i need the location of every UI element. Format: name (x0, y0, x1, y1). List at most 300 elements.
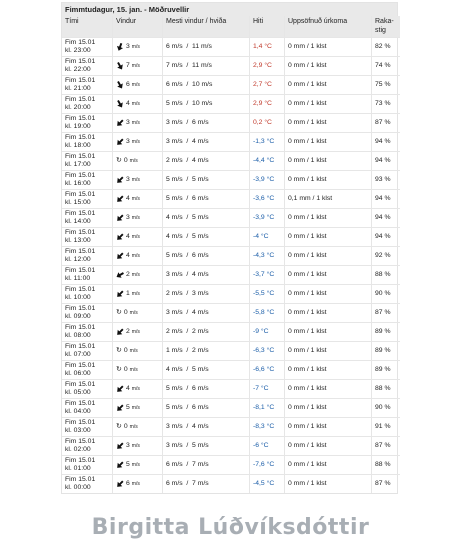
cell-wind (113, 247, 163, 266)
time-hour: kl. 09:00 (65, 313, 91, 320)
cell-humidity: 82 % (372, 38, 401, 57)
cell-temperature: -7 °C (250, 380, 285, 399)
cell-temperature: 2,9 °C (250, 57, 285, 76)
cell-precipitation: 0 mm / 1 klst (285, 228, 372, 247)
cell-precipitation: 0 mm / 1 klst (285, 380, 372, 399)
cell-wind (113, 38, 163, 57)
wind-unit: m/s (131, 252, 140, 259)
cell-humidity: 92 % (372, 247, 401, 266)
wind-speed: 4 (126, 384, 130, 392)
cell-wind (113, 190, 163, 209)
cell-gust: 6 m/s / 10 m/s (163, 76, 250, 95)
cell-time (62, 304, 113, 323)
time-date: Fim 15.01 (65, 323, 96, 331)
calm-wind-icon: ↻ (116, 422, 122, 430)
cell-humidity: 89 % (372, 323, 401, 342)
cell-gust: 3 m/s / 6 m/s (163, 114, 250, 133)
cell-temperature: -1,3 °C (250, 133, 285, 152)
time-date: Fim 15.01 (65, 133, 96, 141)
cell-humidity: 94 % (372, 209, 401, 228)
time-hour: kl. 17:00 (65, 161, 91, 168)
cell-humidity: 94 % (372, 152, 401, 171)
cell-precipitation: 0 mm / 1 klst (285, 76, 372, 95)
table-row (62, 285, 400, 304)
wind-speed: 4 (126, 251, 130, 259)
cell-gust: 5 m/s / 5 m/s (163, 171, 250, 190)
cell-humidity: 88 % (372, 380, 401, 399)
table-row (62, 209, 400, 228)
cell-wind (113, 95, 163, 114)
wind-speed: 3 (126, 118, 130, 126)
wind-direction-arrow-icon (116, 480, 124, 488)
table-row (62, 228, 400, 247)
cell-gust: 4 m/s / 5 m/s (163, 361, 250, 380)
wind-speed: 0 (123, 346, 128, 354)
cell-gust: 4 m/s / 5 m/s (163, 228, 250, 247)
wind-unit: m/s (131, 404, 140, 411)
cell-time (62, 38, 113, 57)
time-hour: kl. 07:00 (65, 351, 91, 358)
wind-direction-arrow-icon (116, 252, 124, 260)
wind-direction-arrow-icon (116, 81, 124, 89)
wind-unit: m/s (131, 100, 140, 107)
wind-unit: m/s (131, 385, 140, 392)
cell-temperature: -8,3 °C (250, 418, 285, 437)
time-date: Fim 15.01 (65, 475, 96, 483)
table-row (62, 266, 400, 285)
wind-speed: 0 (123, 422, 128, 430)
cell-gust: 2 m/s / 2 m/s (163, 323, 250, 342)
cell-time (62, 57, 113, 76)
cell-temperature: -3,9 °C (250, 209, 285, 228)
wind-speed: 5 (126, 460, 130, 468)
time-hour: kl. 20:00 (65, 104, 91, 111)
wind-speed: 6 (126, 479, 130, 487)
wind-unit: m/s (131, 480, 140, 487)
cell-wind (113, 418, 163, 437)
wind-unit: m/s (131, 214, 140, 221)
wind-speed: 4 (126, 232, 130, 240)
wind-unit: m/s (129, 157, 138, 164)
cell-precipitation: 0 mm / 1 klst (285, 304, 372, 323)
wind-speed: 3 (126, 213, 130, 221)
cell-time (62, 342, 113, 361)
wind-direction-arrow-icon (116, 290, 124, 298)
wind-speed: 5 (126, 403, 130, 411)
cell-gust: 3 m/s / 5 m/s (163, 437, 250, 456)
cell-humidity: 88 % (372, 266, 401, 285)
cell-gust: 5 m/s / 6 m/s (163, 247, 250, 266)
wind-unit: m/s (129, 366, 138, 373)
cell-time (62, 456, 113, 475)
cell-temperature: -4,3 °C (250, 247, 285, 266)
wind-unit: m/s (131, 290, 140, 297)
wind-direction-arrow-icon (116, 233, 124, 241)
wind-unit: m/s (131, 328, 140, 335)
wind-unit: m/s (129, 309, 138, 316)
wind-speed: 6 (126, 80, 130, 88)
wind-direction-arrow-icon (116, 138, 124, 146)
time-hour: kl. 22:00 (65, 66, 91, 73)
cell-temperature: -6 °C (250, 437, 285, 456)
wind-direction-arrow-icon (116, 43, 124, 51)
cell-wind (113, 228, 163, 247)
cell-temperature: -5,8 °C (250, 304, 285, 323)
cell-wind (113, 209, 163, 228)
cell-precipitation: 0 mm / 1 klst (285, 171, 372, 190)
time-date: Fim 15.01 (65, 95, 96, 103)
cell-wind (113, 152, 163, 171)
cell-precipitation: 0 mm / 1 klst (285, 399, 372, 418)
cell-gust: 3 m/s / 4 m/s (163, 418, 250, 437)
time-date: Fim 15.01 (65, 247, 96, 255)
time-date: Fim 15.01 (65, 399, 96, 407)
cell-wind (113, 114, 163, 133)
cell-gust: 2 m/s / 4 m/s (163, 152, 250, 171)
wind-unit: m/s (129, 423, 138, 430)
table-row (62, 152, 400, 171)
table-row (62, 133, 400, 152)
time-date: Fim 15.01 (65, 209, 96, 217)
cell-humidity: 89 % (372, 342, 401, 361)
col-header-temp[interactable]: Hiti (250, 16, 285, 38)
table-row (62, 304, 400, 323)
time-date: Fim 15.01 (65, 190, 96, 198)
col-header-rain[interactable]: Uppsöfnuð úrkoma (285, 16, 372, 38)
calm-wind-icon: ↻ (116, 365, 122, 373)
cell-precipitation: 0 mm / 1 klst (285, 475, 372, 494)
cell-precipitation: 0 mm / 1 klst (285, 95, 372, 114)
cell-wind (113, 266, 163, 285)
wind-unit: m/s (131, 233, 140, 240)
cell-gust: 7 m/s / 11 m/s (163, 57, 250, 76)
wind-speed: 3 (126, 42, 130, 50)
wind-unit: m/s (131, 119, 140, 126)
cell-wind (113, 323, 163, 342)
cell-gust: 5 m/s / 10 m/s (163, 95, 250, 114)
table-row (62, 475, 400, 494)
cell-temperature: 1,4 °C (250, 38, 285, 57)
cell-humidity: 94 % (372, 190, 401, 209)
time-date: Fim 15.01 (65, 57, 96, 65)
wind-direction-arrow-icon (116, 442, 124, 450)
cell-wind (113, 475, 163, 494)
cell-time (62, 95, 113, 114)
time-date: Fim 15.01 (65, 228, 96, 236)
cell-time (62, 285, 113, 304)
cell-time (62, 475, 113, 494)
cell-temperature: -6,3 °C (250, 342, 285, 361)
cell-humidity: 87 % (372, 437, 401, 456)
time-hour: kl. 16:00 (65, 180, 91, 187)
cell-precipitation: 0 mm / 1 klst (285, 57, 372, 76)
cell-humidity: 93 % (372, 171, 401, 190)
cell-precipitation: 0 mm / 1 klst (285, 418, 372, 437)
time-hour: kl. 18:00 (65, 142, 91, 149)
cell-gust: 6 m/s / 7 m/s (163, 456, 250, 475)
cell-wind (113, 399, 163, 418)
time-date: Fim 15.01 (65, 38, 96, 46)
time-hour: kl. 13:00 (65, 237, 91, 244)
time-hour: kl. 04:00 (65, 408, 91, 415)
wind-direction-arrow-icon (116, 404, 124, 412)
wind-speed: 3 (126, 441, 130, 449)
table-row (62, 342, 400, 361)
cell-humidity: 74 % (372, 57, 401, 76)
table-row (62, 190, 400, 209)
table-row (62, 171, 400, 190)
wind-speed: 0 (123, 156, 128, 164)
cell-time (62, 361, 113, 380)
calm-wind-icon: ↻ (116, 156, 122, 164)
cell-time (62, 380, 113, 399)
wind-speed: 3 (126, 175, 130, 183)
time-date: Fim 15.01 (65, 418, 96, 426)
cell-temperature: -8,1 °C (250, 399, 285, 418)
cell-humidity: 88 % (372, 456, 401, 475)
time-hour: kl. 14:00 (65, 218, 91, 225)
wind-direction-arrow-icon (116, 271, 124, 279)
wind-direction-arrow-icon (116, 195, 124, 203)
table-row (62, 114, 400, 133)
wind-unit: m/s (131, 43, 140, 50)
time-hour: kl. 06:00 (65, 370, 91, 377)
time-hour: kl. 03:00 (65, 427, 91, 434)
cell-wind (113, 76, 163, 95)
time-date: Fim 15.01 (65, 437, 96, 445)
time-hour: kl. 10:00 (65, 294, 91, 301)
cell-time (62, 247, 113, 266)
cell-precipitation: 0 mm / 1 klst (285, 133, 372, 152)
wind-speed: 2 (126, 327, 130, 335)
wind-speed: 1 (126, 289, 130, 297)
cell-gust: 5 m/s / 6 m/s (163, 399, 250, 418)
time-date: Fim 15.01 (65, 285, 96, 293)
time-date: Fim 15.01 (65, 171, 96, 179)
time-hour: kl. 00:00 (65, 484, 91, 491)
cell-precipitation: 0 mm / 1 klst (285, 437, 372, 456)
cell-gust: 6 m/s / 7 m/s (163, 475, 250, 494)
cell-wind (113, 171, 163, 190)
table-row (62, 361, 400, 380)
cell-humidity: 73 % (372, 95, 401, 114)
time-date: Fim 15.01 (65, 380, 96, 388)
cell-precipitation: 0 mm / 1 klst (285, 361, 372, 380)
wind-unit: m/s (131, 195, 140, 202)
time-date: Fim 15.01 (65, 456, 96, 464)
time-date: Fim 15.01 (65, 152, 96, 160)
cell-precipitation: 0,1 mm / 1 klst (285, 190, 372, 209)
cell-time (62, 133, 113, 152)
cell-time (62, 171, 113, 190)
wind-unit: m/s (131, 81, 140, 88)
calm-wind-icon: ↻ (116, 346, 122, 354)
wind-speed: 7 (126, 61, 130, 69)
cell-precipitation: 0 mm / 1 klst (285, 209, 372, 228)
cell-gust: 3 m/s / 4 m/s (163, 266, 250, 285)
table-row (62, 38, 400, 57)
cell-wind (113, 380, 163, 399)
cell-humidity: 87 % (372, 304, 401, 323)
time-date: Fim 15.01 (65, 266, 96, 274)
cell-humidity: 87 % (372, 475, 401, 494)
cell-time (62, 228, 113, 247)
table-row (62, 76, 400, 95)
cell-humidity: 87 % (372, 114, 401, 133)
col-header-wind[interactable]: Vindur (113, 16, 163, 38)
wind-speed: 0 (123, 308, 128, 316)
wind-unit: m/s (131, 442, 140, 449)
cell-humidity: 90 % (372, 399, 401, 418)
time-date: Fim 15.01 (65, 76, 96, 84)
table-row (62, 437, 400, 456)
cell-precipitation: 0 mm / 1 klst (285, 152, 372, 171)
time-hour: kl. 19:00 (65, 123, 91, 130)
cell-time (62, 399, 113, 418)
signature-watermark: Birgitta Lúðvíksdóttir (91, 515, 370, 540)
wind-direction-arrow-icon (116, 100, 124, 108)
wind-direction-arrow-icon (116, 62, 124, 70)
time-hour: kl. 21:00 (65, 85, 91, 92)
wind-unit: m/s (131, 176, 140, 183)
wind-speed: 2 (126, 270, 130, 278)
cell-gust: 3 m/s / 4 m/s (163, 133, 250, 152)
cell-temperature: -3,6 °C (250, 190, 285, 209)
cell-temperature: 2,9 °C (250, 95, 285, 114)
wind-speed: 3 (126, 137, 130, 145)
cell-gust: 6 m/s / 11 m/s (163, 38, 250, 57)
cell-time (62, 76, 113, 95)
time-hour: kl. 01:00 (65, 465, 91, 472)
time-hour: kl. 15:00 (65, 199, 91, 206)
cell-precipitation: 0 mm / 1 klst (285, 247, 372, 266)
cell-time (62, 323, 113, 342)
wind-direction-arrow-icon (116, 214, 124, 222)
cell-temperature: 2,7 °C (250, 76, 285, 95)
cell-temperature: -4 °C (250, 228, 285, 247)
wind-unit: m/s (131, 62, 140, 69)
cell-wind (113, 57, 163, 76)
col-header-humidity[interactable]: Raka-stig (372, 16, 401, 38)
time-date: Fim 15.01 (65, 342, 96, 350)
cell-temperature: -3,9 °C (250, 171, 285, 190)
cell-humidity: 90 % (372, 285, 401, 304)
cell-humidity: 75 % (372, 76, 401, 95)
wind-unit: m/s (131, 271, 140, 278)
cell-wind (113, 456, 163, 475)
table-row (62, 380, 400, 399)
wind-direction-arrow-icon (116, 176, 124, 184)
cell-temperature: -4,4 °C (250, 152, 285, 171)
cell-temperature: -7,6 °C (250, 456, 285, 475)
cell-temperature: -3,7 °C (250, 266, 285, 285)
table-row (62, 323, 400, 342)
table-row (62, 57, 400, 76)
cell-precipitation: 0 mm / 1 klst (285, 456, 372, 475)
cell-gust: 2 m/s / 3 m/s (163, 285, 250, 304)
cell-humidity: 89 % (372, 361, 401, 380)
time-date: Fim 15.01 (65, 304, 96, 312)
wind-direction-arrow-icon (116, 461, 124, 469)
table-row (62, 456, 400, 475)
time-date: Fim 15.01 (65, 114, 96, 122)
cell-humidity: 91 % (372, 418, 401, 437)
cell-temperature: 0,2 °C (250, 114, 285, 133)
cell-gust: 4 m/s / 5 m/s (163, 209, 250, 228)
col-header-gust[interactable]: Mesti vindur / hviða (163, 16, 250, 38)
wind-unit: m/s (131, 138, 140, 145)
table-row (62, 95, 400, 114)
cell-time (62, 209, 113, 228)
cell-wind (113, 304, 163, 323)
cell-wind (113, 133, 163, 152)
table-body (62, 38, 400, 494)
cell-wind (113, 437, 163, 456)
cell-gust: 5 m/s / 6 m/s (163, 190, 250, 209)
cell-temperature: -9 °C (250, 323, 285, 342)
wind-unit: m/s (129, 347, 138, 354)
time-hour: kl. 08:00 (65, 332, 91, 339)
cell-precipitation: 0 mm / 1 klst (285, 38, 372, 57)
wind-speed: 0 (123, 365, 128, 373)
time-hour: kl. 05:00 (65, 389, 91, 396)
wind-direction-arrow-icon (116, 385, 124, 393)
cell-humidity: 94 % (372, 133, 401, 152)
time-hour: kl. 23:00 (65, 47, 91, 54)
cell-precipitation: 0 mm / 1 klst (285, 114, 372, 133)
col-header-time[interactable]: Tími (62, 16, 113, 38)
wind-speed: 4 (126, 99, 130, 107)
cell-time (62, 114, 113, 133)
cell-time (62, 190, 113, 209)
weather-table (62, 16, 400, 493)
cell-temperature: -6,6 °C (250, 361, 285, 380)
cell-humidity: 94 % (372, 228, 401, 247)
time-date: Fim 15.01 (65, 361, 96, 369)
cell-time (62, 418, 113, 437)
cell-wind (113, 361, 163, 380)
time-hour: kl. 12:00 (65, 256, 91, 263)
cell-precipitation: 0 mm / 1 klst (285, 342, 372, 361)
cell-temperature: -5,5 °C (250, 285, 285, 304)
cell-wind (113, 342, 163, 361)
cell-gust: 3 m/s / 4 m/s (163, 304, 250, 323)
cell-precipitation: 0 mm / 1 klst (285, 285, 372, 304)
cell-time (62, 437, 113, 456)
time-hour: kl. 02:00 (65, 446, 91, 453)
table-row (62, 399, 400, 418)
wind-speed: 4 (126, 194, 130, 202)
calm-wind-icon: ↻ (116, 308, 122, 316)
weather-table-panel (61, 2, 398, 494)
wind-unit: m/s (131, 461, 140, 468)
cell-temperature: -4,5 °C (250, 475, 285, 494)
time-hour: kl. 11:00 (65, 275, 91, 282)
cell-precipitation: 0 mm / 1 klst (285, 266, 372, 285)
wind-direction-arrow-icon (116, 119, 124, 127)
station-title: Fimmtudagur, 15. jan. - Möðruvellir (62, 3, 397, 16)
cell-time (62, 152, 113, 171)
table-header-row (62, 16, 400, 38)
wind-direction-arrow-icon (116, 328, 124, 336)
cell-gust: 1 m/s / 2 m/s (163, 342, 250, 361)
table-row (62, 247, 400, 266)
cell-time (62, 266, 113, 285)
cell-gust: 5 m/s / 6 m/s (163, 380, 250, 399)
cell-wind (113, 285, 163, 304)
cell-precipitation: 0 mm / 1 klst (285, 323, 372, 342)
table-row (62, 418, 400, 437)
